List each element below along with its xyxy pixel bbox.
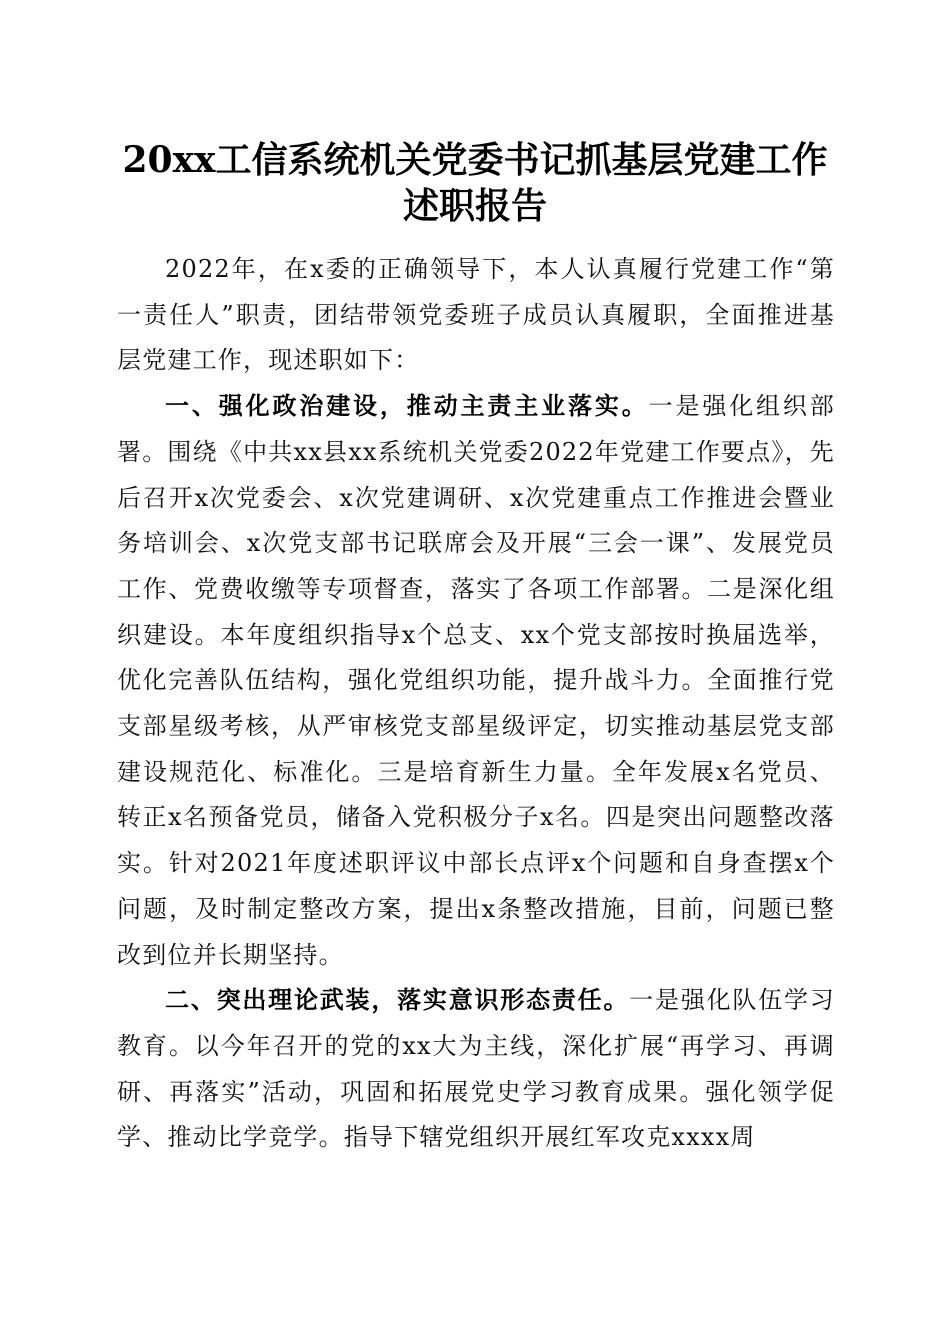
paragraph-intro-text: 2022年，在x委的正确领导下，本人认真履行党建工作“第一责任人”职责，团结带领党委班子成员认真履职，全面推进基层党建工作，现述职如下： (117, 255, 835, 375)
document-body (117, 247, 835, 1161)
document-title-line-1: 20xx工信系统机关党委书记抓基层党建工作 (122, 139, 828, 181)
section-2-text: 一是强化队伍学习教育。以今年召开的党的xx大为主线，深化扩展“再学习、再调研、再落实”活动，巩固和拓展党史学习教育成果。强化领学促学、推动比学竞学。指导下辖党组织开展红军攻克xxxx周 (117, 986, 835, 1152)
paragraph-intro (117, 247, 835, 384)
document-title-line-2: 述职报告 (402, 185, 547, 227)
paragraph-section-2 (117, 978, 835, 1161)
section-2-heading: 二、突出理论武装，落实意识形态责任。 (165, 986, 630, 1015)
paragraph-section-1 (117, 384, 835, 978)
section-1-text: 一是强化组织部署。围绕《中共xx县xx系统机关党委2022年党建工作要点》，先后召开x次党委会、x次党建调研、x次党建重点工作推进会暨业务培训会、x次党支部书记联席会及开展“三会一课”、发展党员工作、党费收缴等专项督查，落实了各项工作部署。二是深化组织建设。本年度组织指导x个总支、xx个党支部按时换届选举，优化完善队伍结构，强化党组织功能，提升战斗力。全面推行党支部星级考核，从严审核党支部星级评定，切实推动基层党支部建设规范化、标准化。三是培育新生力量。全年发展x名党员、转正x名预备党员，储备入党积极分子x名。四是突出问题整改落实。针对2021年度述职评议中部长点评x个问题和自身查摆x个问题，及时制定整改方案，提出x条整改措施，目前，问题已整改到位并长期坚持。 (117, 392, 835, 969)
section-1-heading: 一、强化政治建设，推动主责主业落实。 (165, 392, 649, 421)
